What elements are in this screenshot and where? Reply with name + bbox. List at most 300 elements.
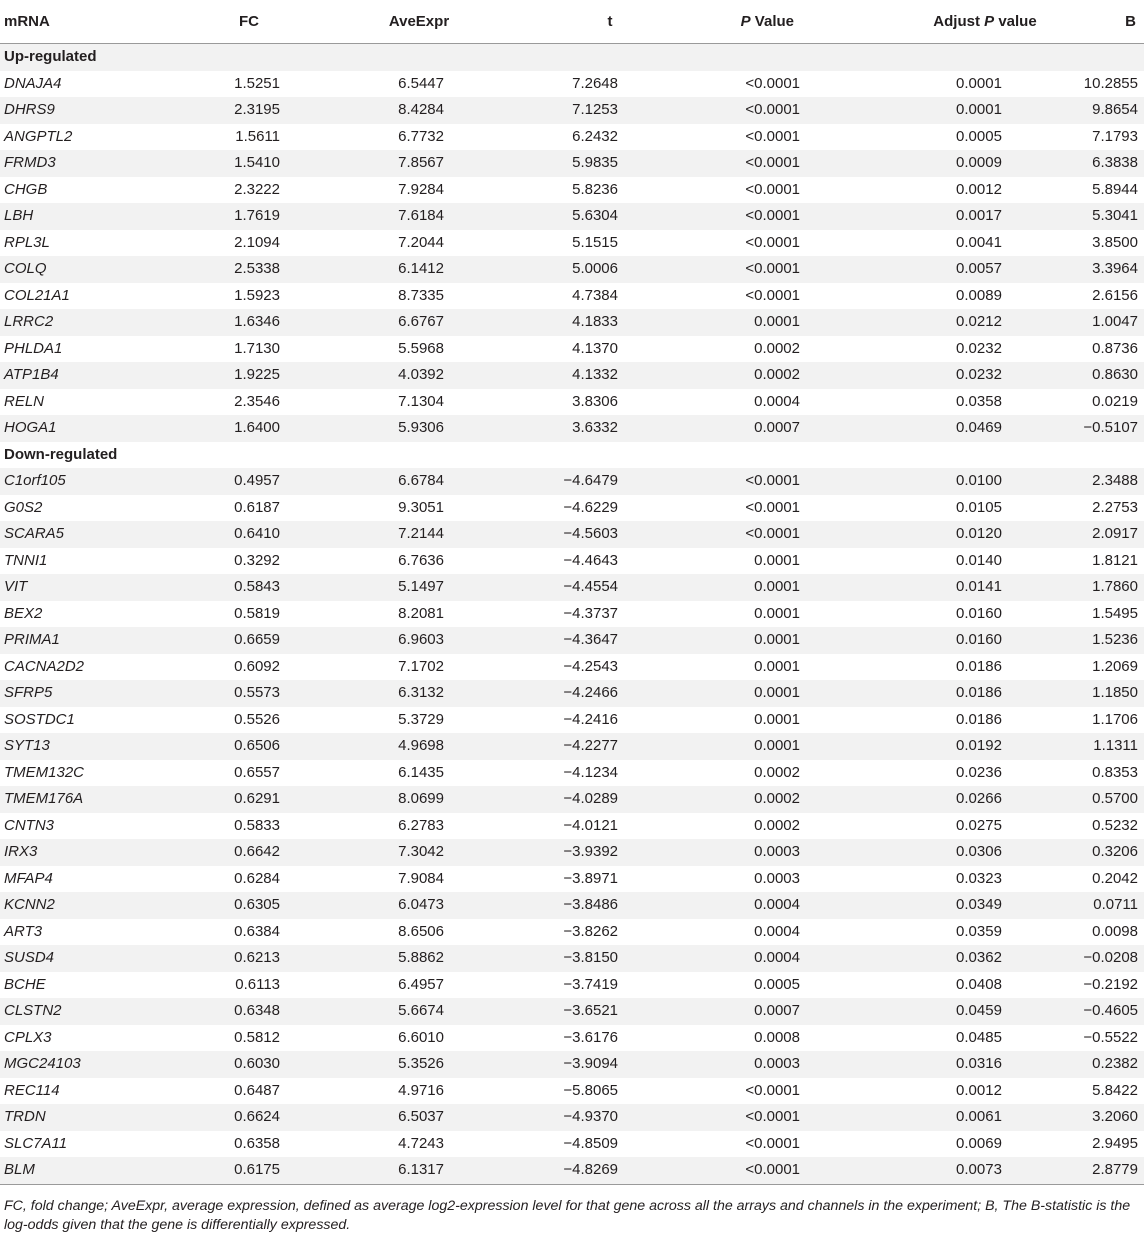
cell-gene: COLQ bbox=[0, 256, 170, 283]
cell-gene: TMEM132C bbox=[0, 760, 170, 787]
cell-fc: 0.6092 bbox=[170, 654, 328, 681]
header-aveexpr: AveExpr bbox=[328, 0, 510, 44]
section-label: Down-regulated bbox=[0, 442, 1144, 469]
cell-p-value: 0.0001 bbox=[710, 309, 870, 336]
cell-aveexpr: 6.7636 bbox=[328, 548, 510, 575]
cell-fc: 0.3292 bbox=[170, 548, 328, 575]
cell-t: 5.1515 bbox=[510, 230, 710, 257]
cell-aveexpr: 7.8567 bbox=[328, 150, 510, 177]
cell-t: −4.2543 bbox=[510, 654, 710, 681]
cell-gene: ATP1B4 bbox=[0, 362, 170, 389]
cell-fc: 2.3222 bbox=[170, 177, 328, 204]
cell-adjust-p-value: 0.0232 bbox=[870, 336, 1040, 363]
cell-aveexpr: 4.9716 bbox=[328, 1078, 510, 1105]
header-fc: FC bbox=[170, 0, 328, 44]
cell-adjust-p-value: 0.0459 bbox=[870, 998, 1040, 1025]
table-row bbox=[0, 733, 1144, 760]
cell-b: 9.8654 bbox=[1040, 97, 1144, 124]
table-row bbox=[0, 786, 1144, 813]
cell-b: −0.2192 bbox=[1040, 972, 1144, 999]
table-row bbox=[0, 1157, 1144, 1184]
cell-t: −3.8486 bbox=[510, 892, 710, 919]
header-p-value-italic: P bbox=[740, 13, 751, 30]
cell-t: 4.1833 bbox=[510, 309, 710, 336]
cell-aveexpr: 7.2044 bbox=[328, 230, 510, 257]
header-adjust-p-value bbox=[870, 0, 1040, 44]
cell-p-value: 0.0002 bbox=[710, 336, 870, 363]
cell-gene: ANGPTL2 bbox=[0, 124, 170, 151]
cell-t: 7.1253 bbox=[510, 97, 710, 124]
cell-adjust-p-value: 0.0236 bbox=[870, 760, 1040, 787]
cell-t: −4.8269 bbox=[510, 1157, 710, 1184]
cell-fc: 0.6358 bbox=[170, 1131, 328, 1158]
cell-gene: TNNI1 bbox=[0, 548, 170, 575]
cell-gene: SOSTDC1 bbox=[0, 707, 170, 734]
cell-aveexpr: 7.9084 bbox=[328, 866, 510, 893]
table-row bbox=[0, 71, 1144, 98]
table-row bbox=[0, 998, 1144, 1025]
cell-b: 0.3206 bbox=[1040, 839, 1144, 866]
cell-adjust-p-value: 0.0469 bbox=[870, 415, 1040, 442]
cell-fc: 0.6030 bbox=[170, 1051, 328, 1078]
cell-aveexpr: 5.3526 bbox=[328, 1051, 510, 1078]
table-body bbox=[0, 44, 1144, 1185]
cell-b: −0.5107 bbox=[1040, 415, 1144, 442]
cell-p-value: 0.0007 bbox=[710, 415, 870, 442]
cell-t: 4.1332 bbox=[510, 362, 710, 389]
cell-aveexpr: 6.0473 bbox=[328, 892, 510, 919]
cell-b: 2.3488 bbox=[1040, 468, 1144, 495]
header-row bbox=[0, 0, 1144, 44]
cell-gene: RELN bbox=[0, 389, 170, 416]
cell-t: −4.2277 bbox=[510, 733, 710, 760]
header-b: B bbox=[1040, 0, 1144, 44]
cell-t: −4.4643 bbox=[510, 548, 710, 575]
table-row bbox=[0, 230, 1144, 257]
table-row bbox=[0, 919, 1144, 946]
cell-b: 1.1706 bbox=[1040, 707, 1144, 734]
cell-t: −4.6229 bbox=[510, 495, 710, 522]
cell-fc: 0.6384 bbox=[170, 919, 328, 946]
table-row bbox=[0, 256, 1144, 283]
cell-b: 1.1850 bbox=[1040, 680, 1144, 707]
table-row bbox=[0, 813, 1144, 840]
cell-p-value: <0.0001 bbox=[710, 1104, 870, 1131]
header-adjust-italic: P bbox=[984, 13, 995, 30]
cell-gene: KCNN2 bbox=[0, 892, 170, 919]
cell-fc: 0.6213 bbox=[170, 945, 328, 972]
table-row bbox=[0, 866, 1144, 893]
table-row bbox=[0, 707, 1144, 734]
section-label: Up-regulated bbox=[0, 44, 1144, 71]
cell-fc: 1.5611 bbox=[170, 124, 328, 151]
cell-aveexpr: 6.2783 bbox=[328, 813, 510, 840]
cell-adjust-p-value: 0.0212 bbox=[870, 309, 1040, 336]
cell-gene: SFRP5 bbox=[0, 680, 170, 707]
table-row bbox=[0, 1051, 1144, 1078]
cell-aveexpr: 6.6784 bbox=[328, 468, 510, 495]
cell-fc: 2.5338 bbox=[170, 256, 328, 283]
table-row bbox=[0, 283, 1144, 310]
header-adjust-pre: Adjust bbox=[933, 13, 985, 30]
cell-gene: RPL3L bbox=[0, 230, 170, 257]
cell-gene: CPLX3 bbox=[0, 1025, 170, 1052]
cell-b: 5.3041 bbox=[1040, 203, 1144, 230]
cell-t: 5.8236 bbox=[510, 177, 710, 204]
cell-aveexpr: 6.6010 bbox=[328, 1025, 510, 1052]
table-row bbox=[0, 336, 1144, 363]
cell-aveexpr: 8.0699 bbox=[328, 786, 510, 813]
table-row bbox=[0, 680, 1144, 707]
table-row bbox=[0, 415, 1144, 442]
cell-p-value: <0.0001 bbox=[710, 71, 870, 98]
cell-fc: 0.6506 bbox=[170, 733, 328, 760]
cell-t: 5.6304 bbox=[510, 203, 710, 230]
cell-p-value: 0.0001 bbox=[710, 627, 870, 654]
cell-adjust-p-value: 0.0073 bbox=[870, 1157, 1040, 1184]
cell-p-value: 0.0001 bbox=[710, 680, 870, 707]
cell-fc: 1.6400 bbox=[170, 415, 328, 442]
cell-gene: BLM bbox=[0, 1157, 170, 1184]
cell-adjust-p-value: 0.0323 bbox=[870, 866, 1040, 893]
cell-b: 2.0917 bbox=[1040, 521, 1144, 548]
cell-aveexpr: 7.3042 bbox=[328, 839, 510, 866]
cell-p-value: 0.0001 bbox=[710, 601, 870, 628]
cell-t: −3.6521 bbox=[510, 998, 710, 1025]
cell-b: 0.5232 bbox=[1040, 813, 1144, 840]
header-t: t bbox=[510, 0, 710, 44]
cell-adjust-p-value: 0.0362 bbox=[870, 945, 1040, 972]
cell-fc: 0.5843 bbox=[170, 574, 328, 601]
cell-b: 1.5236 bbox=[1040, 627, 1144, 654]
cell-t: −4.9370 bbox=[510, 1104, 710, 1131]
cell-b: −0.5522 bbox=[1040, 1025, 1144, 1052]
table-row bbox=[0, 177, 1144, 204]
table-header bbox=[0, 0, 1144, 44]
cell-adjust-p-value: 0.0069 bbox=[870, 1131, 1040, 1158]
cell-fc: 1.6346 bbox=[170, 309, 328, 336]
cell-b: 0.0098 bbox=[1040, 919, 1144, 946]
cell-t: −4.3647 bbox=[510, 627, 710, 654]
cell-aveexpr: 4.7243 bbox=[328, 1131, 510, 1158]
cell-gene: IRX3 bbox=[0, 839, 170, 866]
table-row bbox=[0, 362, 1144, 389]
cell-t: 7.2648 bbox=[510, 71, 710, 98]
cell-b: 3.8500 bbox=[1040, 230, 1144, 257]
cell-adjust-p-value: 0.0186 bbox=[870, 707, 1040, 734]
cell-t: 3.8306 bbox=[510, 389, 710, 416]
cell-b: 0.8353 bbox=[1040, 760, 1144, 787]
cell-p-value: <0.0001 bbox=[710, 97, 870, 124]
cell-fc: 0.6487 bbox=[170, 1078, 328, 1105]
cell-adjust-p-value: 0.0141 bbox=[870, 574, 1040, 601]
cell-p-value: <0.0001 bbox=[710, 124, 870, 151]
header-adjust-rest: value bbox=[994, 13, 1037, 30]
cell-gene: ART3 bbox=[0, 919, 170, 946]
table-row bbox=[0, 1131, 1144, 1158]
cell-b: 1.1311 bbox=[1040, 733, 1144, 760]
cell-aveexpr: 7.6184 bbox=[328, 203, 510, 230]
cell-aveexpr: 5.1497 bbox=[328, 574, 510, 601]
cell-p-value: <0.0001 bbox=[710, 521, 870, 548]
cell-fc: 0.6175 bbox=[170, 1157, 328, 1184]
cell-b: 0.2042 bbox=[1040, 866, 1144, 893]
cell-p-value: 0.0001 bbox=[710, 574, 870, 601]
cell-b: 6.3838 bbox=[1040, 150, 1144, 177]
cell-adjust-p-value: 0.0105 bbox=[870, 495, 1040, 522]
cell-fc: 0.6642 bbox=[170, 839, 328, 866]
cell-t: 4.7384 bbox=[510, 283, 710, 310]
cell-p-value: <0.0001 bbox=[710, 495, 870, 522]
cell-aveexpr: 6.9603 bbox=[328, 627, 510, 654]
cell-fc: 2.1094 bbox=[170, 230, 328, 257]
cell-fc: 0.6410 bbox=[170, 521, 328, 548]
cell-aveexpr: 5.5968 bbox=[328, 336, 510, 363]
cell-gene: TRDN bbox=[0, 1104, 170, 1131]
cell-fc: 1.5410 bbox=[170, 150, 328, 177]
cell-aveexpr: 6.5037 bbox=[328, 1104, 510, 1131]
table-row bbox=[0, 892, 1144, 919]
cell-adjust-p-value: 0.0358 bbox=[870, 389, 1040, 416]
table-row bbox=[0, 548, 1144, 575]
cell-p-value: 0.0001 bbox=[710, 548, 870, 575]
cell-adjust-p-value: 0.0408 bbox=[870, 972, 1040, 999]
cell-fc: 0.6113 bbox=[170, 972, 328, 999]
header-p-value bbox=[710, 0, 870, 44]
cell-gene: SUSD4 bbox=[0, 945, 170, 972]
cell-adjust-p-value: 0.0349 bbox=[870, 892, 1040, 919]
cell-aveexpr: 6.1435 bbox=[328, 760, 510, 787]
cell-gene: CHGB bbox=[0, 177, 170, 204]
header-p-value-rest: Value bbox=[750, 13, 794, 30]
cell-t: 5.0006 bbox=[510, 256, 710, 283]
table-row bbox=[0, 309, 1144, 336]
cell-p-value: <0.0001 bbox=[710, 1078, 870, 1105]
cell-fc: 0.5812 bbox=[170, 1025, 328, 1052]
cell-adjust-p-value: 0.0120 bbox=[870, 521, 1040, 548]
cell-adjust-p-value: 0.0061 bbox=[870, 1104, 1040, 1131]
cell-b: 2.9495 bbox=[1040, 1131, 1144, 1158]
cell-gene: SLC7A11 bbox=[0, 1131, 170, 1158]
cell-gene: LRRC2 bbox=[0, 309, 170, 336]
cell-fc: 1.5251 bbox=[170, 71, 328, 98]
cell-fc: 0.6187 bbox=[170, 495, 328, 522]
table-row bbox=[0, 839, 1144, 866]
cell-fc: 1.7619 bbox=[170, 203, 328, 230]
cell-b: 10.2855 bbox=[1040, 71, 1144, 98]
table-row bbox=[0, 601, 1144, 628]
cell-b: 1.0047 bbox=[1040, 309, 1144, 336]
cell-gene: TMEM176A bbox=[0, 786, 170, 813]
cell-gene: C1orf105 bbox=[0, 468, 170, 495]
cell-p-value: 0.0002 bbox=[710, 813, 870, 840]
cell-fc: 0.6348 bbox=[170, 998, 328, 1025]
cell-p-value: 0.0008 bbox=[710, 1025, 870, 1052]
cell-p-value: 0.0001 bbox=[710, 707, 870, 734]
cell-gene: DHRS9 bbox=[0, 97, 170, 124]
cell-t: −4.6479 bbox=[510, 468, 710, 495]
cell-adjust-p-value: 0.0009 bbox=[870, 150, 1040, 177]
cell-b: 7.1793 bbox=[1040, 124, 1144, 151]
cell-fc: 0.5573 bbox=[170, 680, 328, 707]
cell-gene: PHLDA1 bbox=[0, 336, 170, 363]
cell-p-value: 0.0004 bbox=[710, 389, 870, 416]
table-footnote: FC, fold change; AveExpr, average expression, defined as average log2-expression level for that gene across all the arrays and channels in the experiment; B, The B-statistic is the log-odds given that the gene is differentially expressed. bbox=[4, 1197, 1131, 1233]
cell-aveexpr: 6.5447 bbox=[328, 71, 510, 98]
cell-adjust-p-value: 0.0160 bbox=[870, 601, 1040, 628]
cell-adjust-p-value: 0.0485 bbox=[870, 1025, 1040, 1052]
cell-gene: BCHE bbox=[0, 972, 170, 999]
cell-gene: VIT bbox=[0, 574, 170, 601]
cell-p-value: 0.0001 bbox=[710, 733, 870, 760]
cell-adjust-p-value: 0.0306 bbox=[870, 839, 1040, 866]
cell-p-value: <0.0001 bbox=[710, 203, 870, 230]
cell-adjust-p-value: 0.0266 bbox=[870, 786, 1040, 813]
cell-t: −3.9094 bbox=[510, 1051, 710, 1078]
table-row bbox=[0, 495, 1144, 522]
table-row bbox=[0, 203, 1144, 230]
cell-aveexpr: 9.3051 bbox=[328, 495, 510, 522]
cell-gene: SYT13 bbox=[0, 733, 170, 760]
cell-b: 0.2382 bbox=[1040, 1051, 1144, 1078]
cell-t: −3.8150 bbox=[510, 945, 710, 972]
cell-adjust-p-value: 0.0275 bbox=[870, 813, 1040, 840]
cell-aveexpr: 7.9284 bbox=[328, 177, 510, 204]
cell-adjust-p-value: 0.0186 bbox=[870, 680, 1040, 707]
cell-p-value: 0.0003 bbox=[710, 1051, 870, 1078]
cell-gene: CACNA2D2 bbox=[0, 654, 170, 681]
cell-adjust-p-value: 0.0005 bbox=[870, 124, 1040, 151]
cell-gene: REC114 bbox=[0, 1078, 170, 1105]
cell-b: 3.3964 bbox=[1040, 256, 1144, 283]
cell-fc: 1.9225 bbox=[170, 362, 328, 389]
cell-t: −4.3737 bbox=[510, 601, 710, 628]
cell-p-value: <0.0001 bbox=[710, 177, 870, 204]
cell-fc: 0.5833 bbox=[170, 813, 328, 840]
header-mrna: mRNA bbox=[0, 0, 170, 44]
cell-adjust-p-value: 0.0001 bbox=[870, 71, 1040, 98]
cell-p-value: 0.0007 bbox=[710, 998, 870, 1025]
cell-adjust-p-value: 0.0359 bbox=[870, 919, 1040, 946]
cell-aveexpr: 4.0392 bbox=[328, 362, 510, 389]
cell-fc: 2.3546 bbox=[170, 389, 328, 416]
table-row bbox=[0, 521, 1144, 548]
cell-p-value: <0.0001 bbox=[710, 468, 870, 495]
cell-fc: 0.6659 bbox=[170, 627, 328, 654]
cell-p-value: <0.0001 bbox=[710, 256, 870, 283]
cell-p-value: 0.0004 bbox=[710, 945, 870, 972]
cell-t: −4.2416 bbox=[510, 707, 710, 734]
cell-gene: COL21A1 bbox=[0, 283, 170, 310]
cell-p-value: 0.0003 bbox=[710, 839, 870, 866]
table-row bbox=[0, 97, 1144, 124]
cell-adjust-p-value: 0.0012 bbox=[870, 177, 1040, 204]
cell-adjust-p-value: 0.0017 bbox=[870, 203, 1040, 230]
cell-aveexpr: 6.6767 bbox=[328, 309, 510, 336]
cell-fc: 0.5819 bbox=[170, 601, 328, 628]
cell-gene: LBH bbox=[0, 203, 170, 230]
cell-adjust-p-value: 0.0232 bbox=[870, 362, 1040, 389]
cell-fc: 0.6284 bbox=[170, 866, 328, 893]
cell-p-value: 0.0004 bbox=[710, 892, 870, 919]
cell-b: 0.0711 bbox=[1040, 892, 1144, 919]
cell-aveexpr: 5.6674 bbox=[328, 998, 510, 1025]
cell-b: 5.8944 bbox=[1040, 177, 1144, 204]
cell-b: 1.5495 bbox=[1040, 601, 1144, 628]
cell-aveexpr: 4.9698 bbox=[328, 733, 510, 760]
cell-p-value: <0.0001 bbox=[710, 230, 870, 257]
cell-p-value: 0.0003 bbox=[710, 866, 870, 893]
cell-gene: BEX2 bbox=[0, 601, 170, 628]
cell-aveexpr: 5.9306 bbox=[328, 415, 510, 442]
cell-p-value: <0.0001 bbox=[710, 150, 870, 177]
cell-t: −3.6176 bbox=[510, 1025, 710, 1052]
cell-adjust-p-value: 0.0057 bbox=[870, 256, 1040, 283]
cell-aveexpr: 7.1702 bbox=[328, 654, 510, 681]
cell-adjust-p-value: 0.0140 bbox=[870, 548, 1040, 575]
cell-b: 0.5700 bbox=[1040, 786, 1144, 813]
cell-adjust-p-value: 0.0186 bbox=[870, 654, 1040, 681]
cell-aveexpr: 6.4957 bbox=[328, 972, 510, 999]
cell-gene: FRMD3 bbox=[0, 150, 170, 177]
cell-gene: CNTN3 bbox=[0, 813, 170, 840]
cell-t: −4.5603 bbox=[510, 521, 710, 548]
cell-p-value: 0.0002 bbox=[710, 760, 870, 787]
cell-aveexpr: 5.8862 bbox=[328, 945, 510, 972]
section-row bbox=[0, 442, 1144, 469]
cell-b: 1.7860 bbox=[1040, 574, 1144, 601]
cell-b: 5.8422 bbox=[1040, 1078, 1144, 1105]
cell-t: 5.9835 bbox=[510, 150, 710, 177]
cell-aveexpr: 8.4284 bbox=[328, 97, 510, 124]
cell-gene: G0S2 bbox=[0, 495, 170, 522]
cell-adjust-p-value: 0.0160 bbox=[870, 627, 1040, 654]
cell-t: 6.2432 bbox=[510, 124, 710, 151]
table-row bbox=[0, 1078, 1144, 1105]
cell-aveexpr: 8.2081 bbox=[328, 601, 510, 628]
cell-t: −4.1234 bbox=[510, 760, 710, 787]
cell-adjust-p-value: 0.0316 bbox=[870, 1051, 1040, 1078]
cell-t: −3.8971 bbox=[510, 866, 710, 893]
section-row bbox=[0, 44, 1144, 71]
cell-b: 2.8779 bbox=[1040, 1157, 1144, 1184]
cell-t: −4.8509 bbox=[510, 1131, 710, 1158]
table-row bbox=[0, 389, 1144, 416]
cell-b: 0.8630 bbox=[1040, 362, 1144, 389]
cell-aveexpr: 8.7335 bbox=[328, 283, 510, 310]
cell-aveexpr: 6.7732 bbox=[328, 124, 510, 151]
cell-aveexpr: 7.2144 bbox=[328, 521, 510, 548]
cell-p-value: 0.0004 bbox=[710, 919, 870, 946]
cell-adjust-p-value: 0.0041 bbox=[870, 230, 1040, 257]
cell-p-value: 0.0002 bbox=[710, 362, 870, 389]
table-row bbox=[0, 972, 1144, 999]
table-row bbox=[0, 627, 1144, 654]
cell-b: 1.8121 bbox=[1040, 548, 1144, 575]
cell-adjust-p-value: 0.0012 bbox=[870, 1078, 1040, 1105]
cell-fc: 0.6291 bbox=[170, 786, 328, 813]
cell-b: −0.4605 bbox=[1040, 998, 1144, 1025]
cell-aveexpr: 6.1317 bbox=[328, 1157, 510, 1184]
cell-adjust-p-value: 0.0089 bbox=[870, 283, 1040, 310]
cell-gene: SCARA5 bbox=[0, 521, 170, 548]
cell-aveexpr: 6.1412 bbox=[328, 256, 510, 283]
cell-fc: 2.3195 bbox=[170, 97, 328, 124]
cell-fc: 0.6305 bbox=[170, 892, 328, 919]
table-row bbox=[0, 1025, 1144, 1052]
cell-fc: 1.5923 bbox=[170, 283, 328, 310]
cell-aveexpr: 5.3729 bbox=[328, 707, 510, 734]
